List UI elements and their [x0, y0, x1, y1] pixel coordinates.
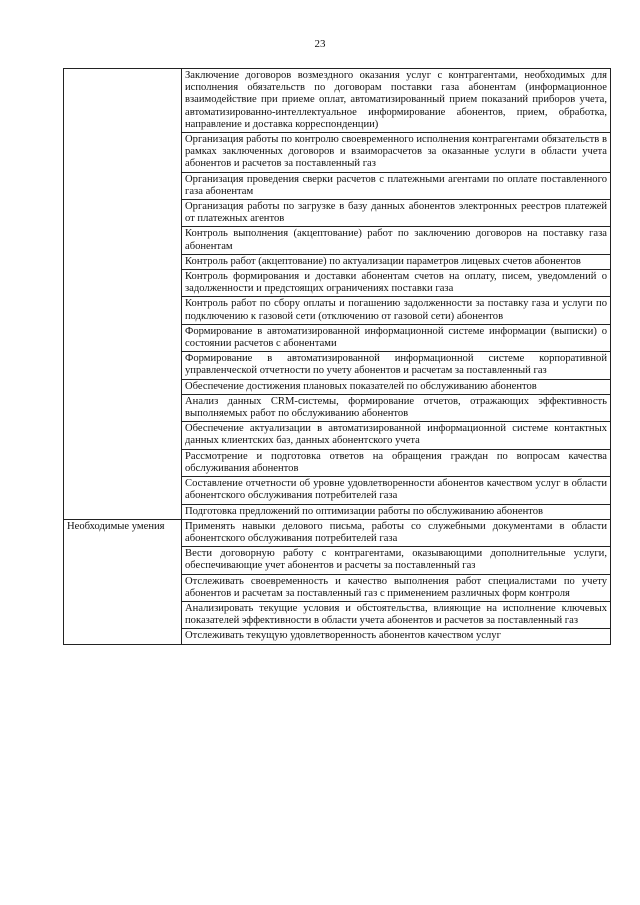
section-label-cell — [64, 69, 182, 520]
item-text-cell: Отслеживать своевременность и качество выполнения работ специалистами по учету абонентов и расчетам за поставленный газ с применением различных форм контроля — [182, 574, 611, 601]
item-text-cell: Анализ данных CRM-системы, формирование отчетов, отражающих эффективность выполняемых работ по обслуживанию абонентов — [182, 394, 611, 421]
item-text-cell: Формирование в автоматизированной информационной системе информации (выписки) о состоянии расчетов с абонентами — [182, 324, 611, 351]
item-text-cell: Подготовка предложений по оптимизации работы по обслуживанию абонентов — [182, 504, 611, 519]
item-text-cell: Формирование в автоматизированной информационной системе корпоративной управленческой отчетности по учету абонентов и расчетам за поставленный газ — [182, 352, 611, 379]
functions-table — [63, 68, 611, 645]
item-text-cell: Организация работы по загрузке в базу данных абонентов электронных реестров платежей от платежных агентов — [182, 200, 611, 227]
table-row — [64, 69, 611, 133]
item-text-cell: Заключение договоров возмездного оказания услуг с контрагентами, необходимых для исполнения обязательств по договорам поставки газа абонентам (информационное взаимодействие при приеме оплат, автоматизированный прием показаний приборов учета, автоматизированно-интеллектуальное информирование абонентов, прием, обработка, направление и доставка корреспонденции) — [182, 69, 611, 133]
item-text-cell: Контроль выполнения (акцептование) работ по заключению договоров на поставку газа абонентам — [182, 227, 611, 254]
item-text-cell: Составление отчетности об уровне удовлетворенности абонентов качеством услуг в области абонентского обслуживания потребителей газа — [182, 477, 611, 504]
item-text-cell: Организация проведения сверки расчетов с платежными агентами по оплате поставленного газа абонентам — [182, 172, 611, 199]
item-text-cell: Отслеживать текущую удовлетворенность абонентов качеством услуг — [182, 629, 611, 644]
item-text-cell: Вести договорную работу с контрагентами, оказывающими дополнительные услуги, обеспечивающие учет абонентов и расчеты за поставленный газ — [182, 547, 611, 574]
item-text-cell: Организация работы по контролю своевременного исполнения контрагентами обязательств в рамках заключенных договоров и взаиморасчетов за оказанные услуги в области учета абонентов и расчетов за поставленный газ — [182, 133, 611, 173]
item-text-cell: Анализировать текущие условия и обстоятельства, влияющие на исполнение ключевых показателей эффективности в области учета абонентов и расчетов за поставленный газ — [182, 601, 611, 628]
item-text-cell: Контроль работ по сбору оплаты и погашению задолженности за поставку газа и услуги по подключению к газовой сети (отключению от газовой сети) абонентов — [182, 297, 611, 324]
item-text-cell: Контроль формирования и доставки абонентам счетов на оплату, писем, уведомлений о задолженности и предстоящих ограничениях поставки газа — [182, 270, 611, 297]
table-row — [64, 519, 611, 546]
item-text-cell: Применять навыки делового письма, работы со служебными документами в области абонентского обслуживания потребителей газа — [182, 519, 611, 546]
section-label-cell: Необходимые умения — [64, 519, 182, 644]
item-text-cell: Контроль работ (акцептование) по актуализации параметров лицевых счетов абонентов — [182, 254, 611, 269]
page-number: 23 — [314, 38, 326, 50]
item-text-cell: Обеспечение актуализации в автоматизированной информационной системе контактных данных клиентских баз, данных абонентского учета — [182, 422, 611, 449]
item-text-cell: Рассмотрение и подготовка ответов на обращения граждан по вопросам качества обслуживания абонентов — [182, 449, 611, 476]
item-text-cell: Обеспечение достижения плановых показателей по обслуживанию абонентов — [182, 379, 611, 394]
